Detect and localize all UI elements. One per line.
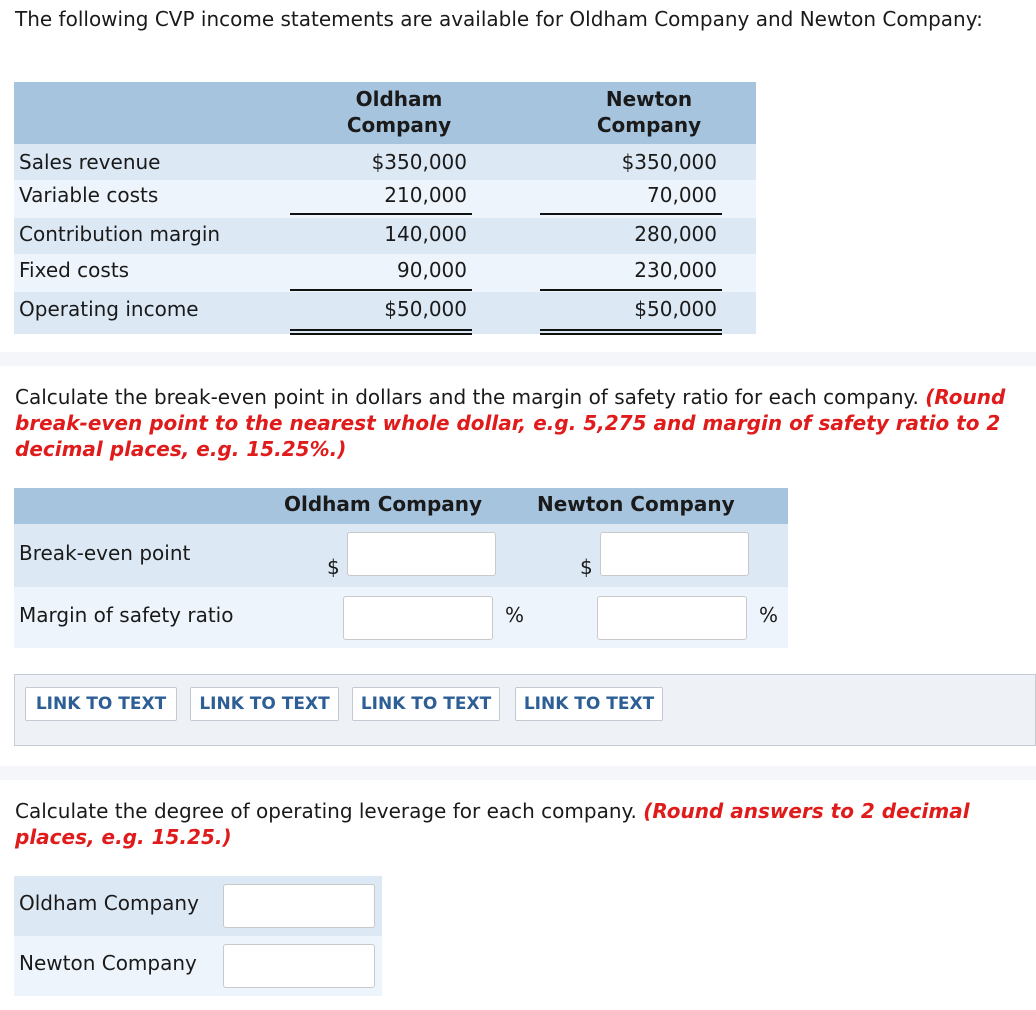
col-oldham-company: Oldham Company — [284, 492, 483, 516]
newton-value: 280,000 — [634, 222, 717, 246]
header-oldham: Oldham Company — [346, 87, 452, 137]
answer-header-row — [14, 488, 788, 524]
link-to-text-button[interactable]: LINK TO TEXT — [25, 687, 177, 721]
total-double-rule — [540, 329, 722, 335]
dollar-sign: $ — [580, 555, 593, 579]
link-to-text-button[interactable]: LINK TO TEXT — [190, 687, 339, 721]
newton-value: 70,000 — [647, 183, 717, 207]
subtotal-rule — [540, 213, 722, 215]
newton-margin-input[interactable] — [597, 596, 747, 640]
newton-value: $50,000 — [634, 297, 717, 321]
oldham-value: 210,000 — [384, 183, 467, 207]
oldham-value: $350,000 — [371, 150, 467, 174]
row-label: Fixed costs — [19, 258, 130, 282]
row-label: Oldham Company — [19, 891, 199, 915]
statement-row-sales — [14, 144, 756, 180]
oldham-margin-input[interactable] — [343, 596, 493, 640]
col-newton-company: Newton Company — [537, 492, 735, 516]
subtotal-rule — [290, 213, 472, 215]
total-double-rule — [290, 329, 472, 335]
question-text: Calculate the degree of operating leverage for each company. — [15, 799, 637, 823]
oldham-breakeven-input[interactable] — [347, 532, 496, 576]
row-label: Margin of safety ratio — [19, 603, 234, 627]
row-label: Variable costs — [19, 183, 159, 207]
section-divider — [0, 352, 1036, 366]
row-label: Operating income — [19, 297, 199, 321]
rounding-instruction: (Round break-even point to the nearest whole dollar, e.g. 5,275 and margin of safety ratio to 2 decimal places, e.g. 15.25%.) — [15, 385, 1006, 461]
subtotal-rule — [540, 289, 722, 291]
header-newton: Newton Company — [596, 87, 702, 137]
row-label: Break-even point — [19, 541, 191, 565]
statement-row-contribution — [14, 218, 756, 254]
percent-sign: % — [505, 603, 525, 627]
oldham-value: 90,000 — [397, 258, 467, 282]
oldham-value: $50,000 — [384, 297, 467, 321]
link-to-text-button[interactable]: LINK TO TEXT — [352, 687, 500, 721]
oldham-value: 140,000 — [384, 222, 467, 246]
question-text: Calculate the break-even point in dollars and the margin of safety ratio for each company. — [15, 385, 919, 409]
rounding-instruction: (Round answers to 2 decimal places, e.g. 15.25.) — [15, 799, 970, 849]
intro-text: The following CVP income statements are available for Oldham Company and Newton Company: — [15, 7, 983, 31]
newton-dol-input[interactable] — [223, 944, 375, 988]
row-label: Contribution margin — [19, 222, 221, 246]
link-to-text-bar — [14, 674, 1036, 746]
breakeven-answer-table — [14, 488, 788, 648]
dol-newton-row — [14, 936, 382, 996]
dollar-sign: $ — [327, 555, 340, 579]
percent-sign: % — [759, 603, 779, 627]
statement-row-operating-income — [14, 292, 756, 334]
newton-breakeven-input[interactable] — [600, 532, 749, 576]
cvp-income-statement-table — [14, 82, 756, 334]
section-divider — [0, 766, 1036, 780]
newton-value: $350,000 — [621, 150, 717, 174]
newton-value: 230,000 — [634, 258, 717, 282]
row-label: Sales revenue — [19, 150, 161, 174]
statement-row-fixed — [14, 254, 756, 292]
breakeven-row — [14, 524, 788, 587]
link-to-text-button[interactable]: LINK TO TEXT — [515, 687, 663, 721]
dol-oldham-row — [14, 876, 382, 936]
statement-header-row — [14, 82, 756, 144]
row-label: Newton Company — [19, 951, 197, 975]
margin-of-safety-row — [14, 587, 788, 648]
question-breakeven — [15, 384, 1015, 462]
subtotal-rule — [290, 289, 472, 291]
oldham-dol-input[interactable] — [223, 884, 375, 928]
operating-leverage-table — [14, 876, 382, 996]
question-operating-leverage — [15, 798, 1015, 850]
